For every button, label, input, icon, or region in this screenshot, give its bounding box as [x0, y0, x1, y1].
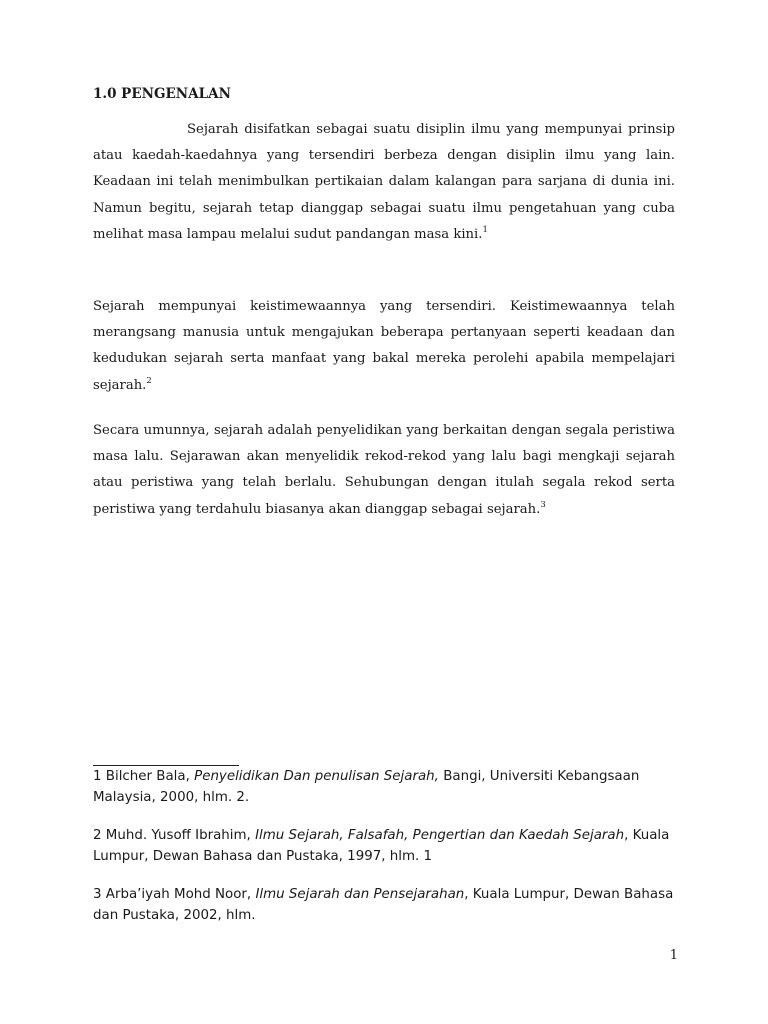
- footnote-title: Ilmu Sejarah, Falsafah, Pengertian dan Kaedah Sejarah: [255, 828, 625, 843]
- footnote-title: Penyelidikan Dan penulisan Sejarah,: [194, 769, 439, 784]
- page-number: 1: [669, 948, 678, 963]
- footnote-author: Bilcher Bala,: [105, 769, 190, 784]
- paragraph-1: [93, 117, 675, 248]
- footnote-number: 2: [93, 828, 102, 843]
- footnote-title: Ilmu Sejarah dan Pensejarahan: [255, 887, 465, 902]
- footnote-number: 1: [93, 769, 102, 784]
- footnote-publication: Bangi, Universiti Kebangsaan Malaysia, 2000, hlm. 2.: [93, 769, 640, 805]
- footnote-3: [93, 884, 683, 926]
- paragraph-1-text: Sejarah disifatkan sebagai suatu disiplin ilmu yang mempunyai prinsip atau kaedah-kaedahnya yang tersendiri berbeza dengan disiplin ilmu yang lain. Keadaan ini telah menimbulkan pertikaian dalam kalangan para sarjana di dunia ini. Namun begitu, sejarah tetap dianggap sebagai suatu ilmu pengetahuan yang cuba melihat masa lampau melalui sudut pandangan masa kini.: [93, 122, 675, 242]
- footnote-publication: , Kuala Lumpur, Dewan Bahasa dan Pustaka, 2002, hlm.: [93, 887, 674, 923]
- paragraph-3: [93, 418, 675, 523]
- paragraph-2-text: Sejarah mempunyai keistimewaannya yang tersendiri. Keistimewaannya telah merangsang manusia untuk mengajukan beberapa pertanyaan seperti keadaan dan kedudukan sejarah serta manfaat yang bakal mereka perolehi apabila mempelajari sejarah.: [93, 299, 675, 393]
- footnote-author: Muhd. Yusoff Ibrahim,: [105, 828, 251, 843]
- footnote-number: 3: [93, 887, 102, 902]
- footnote-2: [93, 825, 683, 867]
- footnote-author: Arba’iyah Mohd Noor,: [105, 887, 252, 902]
- section-heading: 1.0 PENGENALAN: [93, 86, 231, 102]
- footnote-ref-3[interactable]: 3: [540, 499, 546, 510]
- paragraph-2: [93, 294, 675, 399]
- footnote-ref-2[interactable]: 2: [146, 375, 152, 386]
- footnote-ref-1[interactable]: 1: [482, 224, 488, 235]
- paragraph-3-text: Secara umunnya, sejarah adalah penyelidikan yang berkaitan dengan segala peristiwa masa lalu. Sejarawan akan menyelidik rekod-rekod yang lalu bagi mengkaji sejarah atau peristiwa yang telah berlalu. Sehubungan dengan itulah segala rekod serta peristiwa yang terdahulu biasanya akan dianggap sebagai sejarah.: [93, 423, 675, 517]
- footnote-publication: , Kuala Lumpur, Dewan Bahasa dan Pustaka, 1997, hlm. 1: [93, 828, 670, 864]
- footnote-1: [93, 766, 683, 808]
